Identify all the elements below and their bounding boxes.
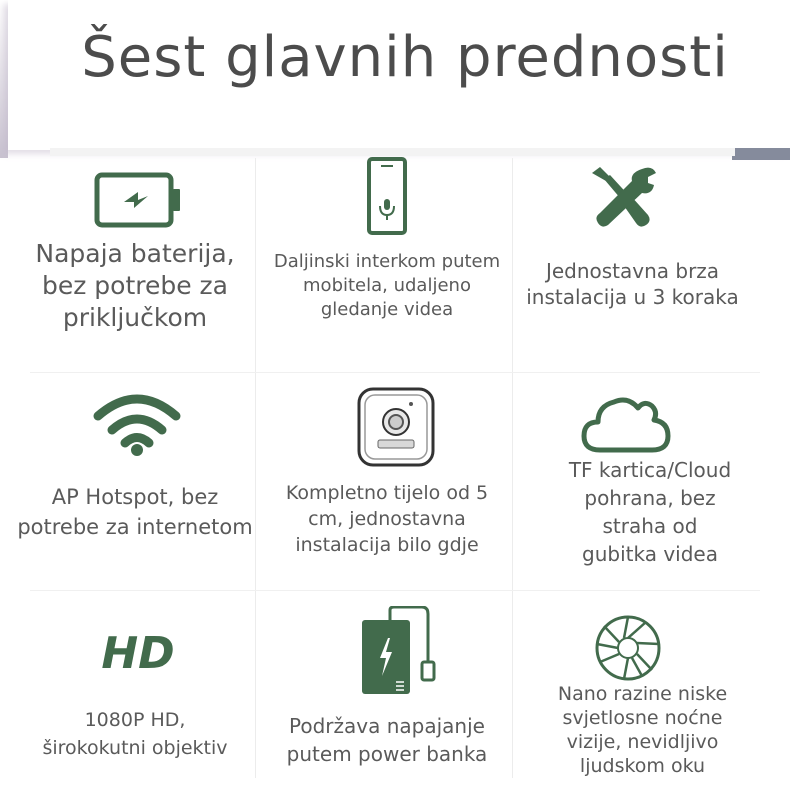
feature-text: Kompletno tijelo od 5 cm, jednostavna instalacija bilo gdje: [285, 482, 489, 556]
tools-icon: [590, 165, 658, 231]
aperture-icon: [594, 614, 662, 682]
grid-divider: [512, 158, 513, 778]
battery-charging-icon: [94, 172, 182, 228]
grid-divider: [30, 372, 760, 373]
mini-camera-icon: [356, 386, 436, 468]
header-divider: [50, 148, 735, 156]
feature-text: Daljinski interkom putem mobitela, udaljeno gledanje videa: [273, 251, 501, 320]
grid-divider: [30, 590, 760, 591]
page-title: Šest glavnih prednosti: [81, 25, 729, 90]
wifi-icon: [92, 390, 182, 458]
feature-text: Nano razine niske svjetlosne noćne vizije, nevidljivo ljudskom oku: [557, 683, 728, 777]
feature-text: Podržava napajanje putem power banka: [286, 714, 488, 766]
feature-text: 1080P HD, širokokutni objektiv: [42, 709, 228, 759]
feature-text: Napaja baterija, bez potrebe za priključkom: [35, 239, 235, 332]
cloud-icon: [580, 392, 672, 454]
power-bank-icon: [360, 606, 436, 696]
feature-text: Jednostavna brza instalacija u 3 koraka: [526, 259, 739, 309]
hd-icon: HD: [101, 628, 175, 679]
header-accent-right: [732, 148, 790, 160]
feature-text: TF kartica/Cloud pohrana, bez straha od gubitka videa: [568, 458, 732, 566]
smartphone-mic-icon: [365, 157, 409, 235]
feature-text: AP Hotspot, bez potrebe za internetom: [17, 485, 253, 539]
